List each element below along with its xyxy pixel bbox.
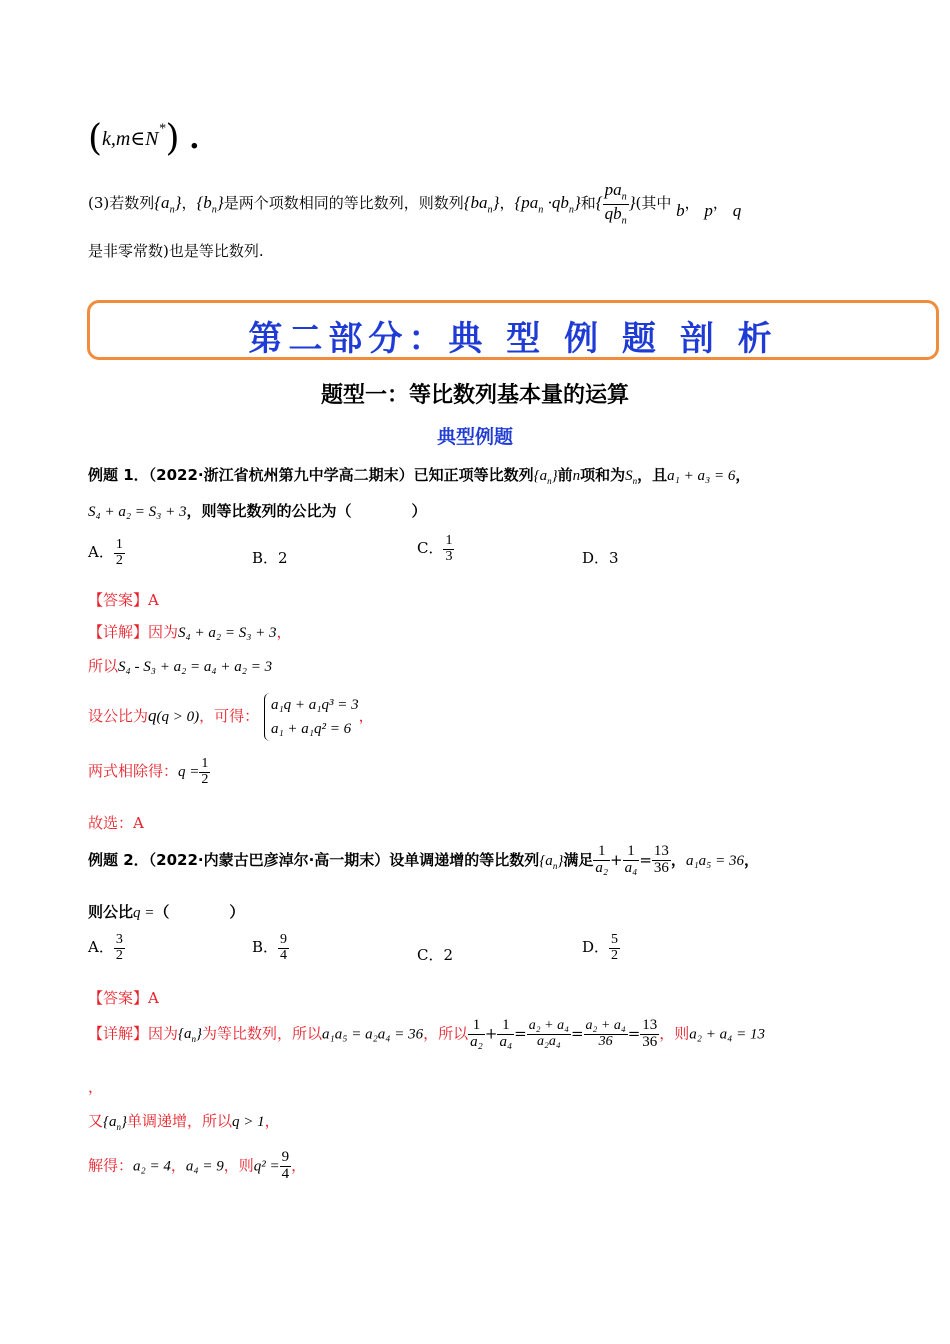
ex1-detail: 【详解】因为S₄ + a₂ = S₃ + 3， xyxy=(88,623,292,641)
ex2-again: 又$\{a_n\}$单调递增，所以q > 1， xyxy=(88,1112,280,1132)
top-cond-star: * xyxy=(158,121,166,137)
ex1-line1: 例题 1．（2022·浙江省杭州第九中学高二期末）已知正项等比数列$\{a_n\}$前n项和为$S_n$，且a₁ + a₃ = 6， xyxy=(88,466,751,486)
ex1-line2-text: ，则等比数列的公比为（ ） xyxy=(186,502,427,520)
prop3-seq-a: {a xyxy=(154,193,170,212)
prop3-he: 和 xyxy=(580,194,596,212)
ex2-option-c: C．2 xyxy=(417,946,454,964)
prop3-seq-pa: {pa xyxy=(514,193,539,212)
ex1-set: 设公比为q(q > 0)，可得： a₁q + a₁q³ = 3 a₁ + a₁q² = 6 ， xyxy=(88,688,374,745)
ex2-detail: 【详解】因为$\{a_n\}$为等比数列，所以a₁a₅ = a₂a₄ = 36，所以 $\frac{1}{\text{a₂}}$ + $\frac{1}{\text{a₄}}$ = $\frac{\text{a₂ + a₄}}{\text{a₂a₄}}$ = $\frac{\text{a₂ + a₄}}{36}$ = $\frac{13}{36}$ ，则a₂ + a₄ = 13 xyxy=(88,1017,765,1050)
top-dot: . xyxy=(189,121,200,156)
prop3-qizhong: (其中 xyxy=(635,194,672,212)
ex2-option-b: B． $\frac{9}{4}$ xyxy=(252,932,288,963)
ex2-option-a: A． $\frac{3}{2}$ xyxy=(88,932,123,963)
prop3-line2: 是非零常数)也是等比数列. xyxy=(88,242,264,260)
section-title: 第二部分：典 型 例 题 剖 析 xyxy=(248,319,778,359)
ex1-cond1: a₁ + a₃ = 6 xyxy=(667,468,736,484)
ex1-answer: 【答案】A xyxy=(88,591,159,609)
ex1-option-b: B．2 xyxy=(252,549,288,567)
section-title-box xyxy=(87,300,939,360)
ex2-answer: 【答案】A xyxy=(88,989,159,1007)
top-cond-text: k,m∈N xyxy=(102,128,159,150)
ex1-option-a: A． $\frac{1}{2}$ xyxy=(88,537,123,568)
ex2-comma-line: ， xyxy=(88,1078,104,1096)
ex1-so: 所以S₄ - S₃ + a₂ = a₄ + a₂ = 3 xyxy=(88,657,273,675)
ex2-line1: 例题 2．（2022·内蒙古巴彦淖尔·高一期末）设单调递增的等比数列$\{a_n\}$满足 $\frac{1}{\text{a₂}}$ + $\frac{1}{\text{a₄}}$ = $\frac{13}{36}$ ，a₁a₅ = 36， xyxy=(88,843,760,876)
ex1-line2 xyxy=(88,500,427,521)
prop3-text1: 是两个项数相同的等比数列，则数列 xyxy=(223,194,464,212)
ex1-line2-eq: S₄ + a₂ = S₃ + 3 xyxy=(88,504,187,520)
ex1-option-c: C． $\frac{1}{3}$ xyxy=(417,533,453,564)
prop3-seq-ba: {ba xyxy=(463,193,488,212)
top-condition: (k,m∈N*) . xyxy=(88,118,200,159)
prop3-line1: (3)若数列$\{a_n\}$，$\{b_n\}$是两个项数相同的等比数列，则数列$\{ba_n\}$，$\{pa_n \cdot qb_n\}$和{ $\frac{pa_n}{qb_n}$ }(其中 b， p， q xyxy=(88,180,742,226)
prop3-frac: $\frac{pa_n}{qb_n}$ xyxy=(604,180,627,226)
ex2-solve: 解得：a₂ = 4，a₄ = 9，则q² = $\frac{9}{4}$ ， xyxy=(88,1149,307,1182)
type1-heading: 题型一：等比数列基本量的运算 xyxy=(320,383,629,408)
ex1-system: a₁q + a₁q³ = 3 a₁ + a₁q² = 6 xyxy=(264,693,359,741)
prop3-p: p xyxy=(704,201,713,220)
ex1-text4: ，且 xyxy=(637,466,668,484)
ex1-text2: 前 xyxy=(557,466,573,484)
ex1-label: 例题 1．（2022·浙江省杭州第九中学高二期末）已知正项等比数列 xyxy=(88,466,534,484)
prop3-seq-b: {b xyxy=(196,193,212,212)
ex2-option-d: D． $\frac{5}{2}$ xyxy=(582,932,619,963)
prop3-b: b xyxy=(676,201,685,220)
prop3-prefix: (3)若数列 xyxy=(88,194,155,212)
ex1-choose: 故选：A xyxy=(88,814,144,832)
ex1-text3: 项和为 xyxy=(580,466,626,484)
prop3-dot-q: ·qb xyxy=(547,193,569,212)
ex1-n: n xyxy=(572,468,581,484)
ex1-option-d: D．3 xyxy=(582,549,619,567)
prop3-q: q xyxy=(732,201,742,220)
ex1-divide: 两式相除得：q = $\frac{1}{2}$ xyxy=(88,756,209,787)
type1-subheading: 典型例题 xyxy=(436,426,513,448)
ex2-line2: 则公比q =（ ） xyxy=(88,903,245,921)
